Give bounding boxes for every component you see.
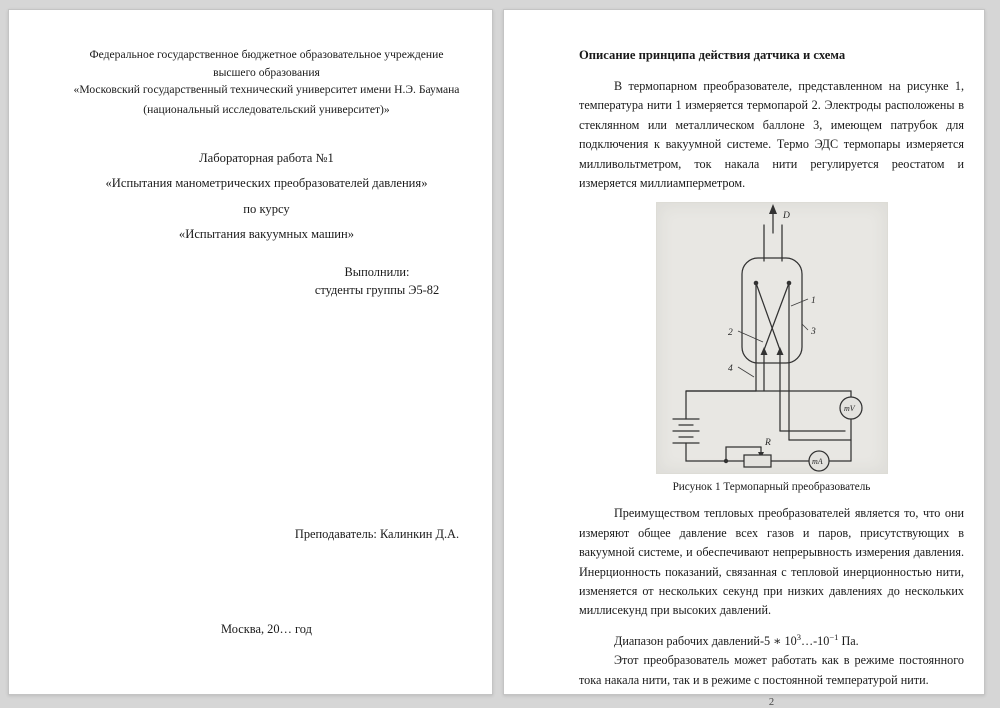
- bulb-outline: [742, 225, 802, 363]
- electrodes: [753, 281, 791, 440]
- circuit-wiring: [686, 391, 851, 463]
- figure-1: [656, 202, 888, 474]
- paragraph-2: Преимуществом тепловых преобразователей является то, что они измеряют общее давление всех газов и паров, присутствующих в вакуумной системе, и обеспечивают непрерывность измерения давления. Инерционность показаний, связанная с тепловой инерционностью нити, изменяется от нескольких секунд при низких давлениях до нескольких миллисекунд при высоких давлений.: [579, 506, 964, 618]
- label-rheostat: R: [764, 438, 771, 449]
- outlet-arrow: [769, 204, 777, 233]
- formula-mid: …-10: [800, 633, 830, 648]
- page-2: [503, 9, 985, 708]
- callouts: [728, 296, 816, 377]
- work-title-line: по курсу: [243, 201, 290, 216]
- label-millivoltmeter: mV: [843, 404, 855, 414]
- performed-by-group: студенты группы Э5-82: [314, 282, 440, 297]
- city-year-line: Москва, 20… год: [221, 622, 312, 636]
- filament-and-thermocouple: [756, 283, 789, 350]
- label-bulb: 3: [810, 327, 816, 338]
- teacher-line: Преподаватель: Калинкин Д.А.: [294, 527, 460, 541]
- figure-caption: Рисунок 1 Термопарный преобразователь: [672, 481, 871, 494]
- paragraph-3: Этот преобразователь может работать как в режиме постоянного тока накала нити, так и в режиме с постоянной температурой нити.: [579, 653, 964, 687]
- paragraph-1: В термопарном преобразователе, представленном на рисунке 1, температура нити 1 измеряется термопарой 2. Электроды расположены в стеклянном или металлическом баллоне 3, имеющем патрубок для подключения к вакуумной системе. Термо ЭДС термопары измеряется милливольтметром, ток накала нити регулируется реостатом и измеряется миллиамперметром.: [579, 79, 964, 191]
- rheostat: [726, 447, 771, 467]
- university-header-line: «Московский государственный технический университет имени Н.Э. Баумана: [73, 83, 460, 96]
- page-number: 2: [768, 697, 775, 708]
- performed-by: [287, 264, 467, 299]
- university-header-line: (национальный исследовательский университет)»: [143, 102, 390, 116]
- formula-exponent: −1: [829, 631, 839, 642]
- section-heading: Описание принципа действия датчика и схема: [579, 48, 846, 62]
- university-header-line: Федеральное государственное бюджетное образовательное учреждение высшего образования: [89, 48, 444, 79]
- label-leads: 4: [727, 364, 733, 375]
- work-title-line: «Испытания манометрических преобразователей давления»: [105, 176, 428, 191]
- thermocouple-gauge-schematic: [657, 203, 887, 473]
- label-outlet: D: [782, 211, 790, 222]
- formula-suffix: Па.: [838, 633, 859, 648]
- label-filament: 1: [810, 296, 816, 307]
- formula-exponent: 3: [796, 631, 801, 642]
- battery: [673, 419, 699, 443]
- label-thermocouple: 2: [727, 328, 733, 339]
- pressure-range-line: [579, 632, 964, 651]
- figure-scan: [656, 202, 888, 474]
- formula-prefix: Диапазон рабочих давлений-5 ∗ 10: [614, 633, 797, 648]
- performed-by-label: Выполнили:: [344, 265, 410, 279]
- page-1: [8, 9, 493, 695]
- work-title-line: «Испытания вакуумных машин»: [178, 227, 355, 242]
- university-header: [67, 46, 466, 118]
- label-milliammeter: mA: [811, 457, 823, 467]
- work-title-line: Лабораторная работа №1: [199, 151, 334, 165]
- work-title: [67, 146, 466, 248]
